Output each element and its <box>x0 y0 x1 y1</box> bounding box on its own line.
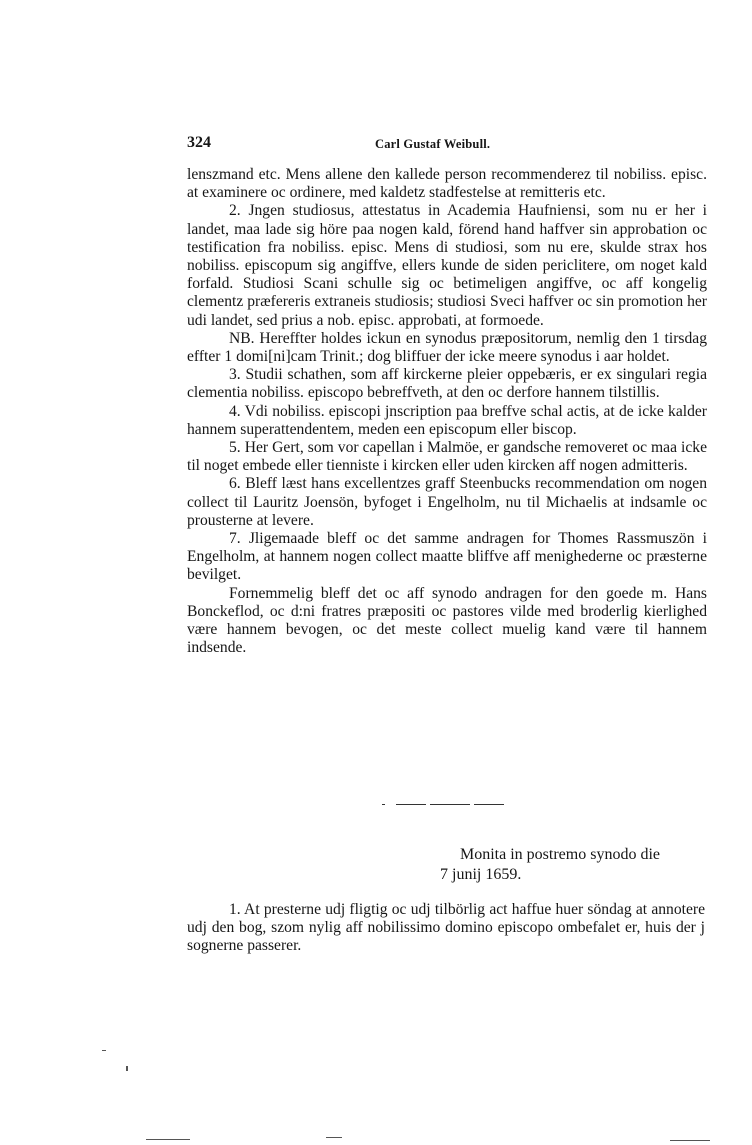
paragraph: 6. Bleff læst hans excellentzes graff Steenbucks recommendation om nogen collect til Lauritz Joensön, byfoget i Engelholm, nu til Michaelis at indsamle oc prousterne at levere. <box>187 475 707 529</box>
section-heading-line: Monita in postremo synodo die <box>460 846 660 863</box>
paragraph: Fornemmelig bleff det oc aff synodo andragen for den goede m. Hans Bonckeflod, oc d:ni fratres præpositi oc pastores vilde med broderlig kierlighed være hannem bevogen, oc det meste collect muelig kand være til hannem indsende. <box>187 584 707 657</box>
paragraph: 3. Studii schathen, som aff kirckerne pleier oppebæris, er ex singulari regia clementia nobiliss. episcopo bebreffveth, at den oc derfore hannem tilstillis. <box>187 366 707 402</box>
paragraph: 4. Vdi nobiliss. episcopi jnscription paa breffve schal actis, at de icke kalder hannem superattendentem, meden een episcopum eller biscop. <box>187 402 707 438</box>
paragraph: 5. Her Gert, som vor capellan i Malmöe, er gandsche removeret oc maa icke til noget embede eller tienniste i kircken eller uden kircken aff nogen admitteris. <box>187 439 707 475</box>
scan-speck <box>670 1140 710 1141</box>
paragraph: 2. Jngen studiosus, attestatus in Academia Haufniensi, som nu er her i landet, maa lade sig höre paa nogen kald, förend hand haffver sin approbation oc testification fra nobiliss. episc. Mens di studiosi, som nu ere, skulde strax hos nobiliss. episcopum sig angiffve, ellers kunde de siden periclitere, om noget kald forfald. Studiosi Scani schulle sig oc betimeligen angiffve, oc aff kongelig clementz præfereris extraneis studiosis; studiosi Sveci haffver oc sin promotion her udi landet, sed prius a nob. episc. approbati, at formoede. <box>187 202 707 329</box>
paragraph: NB. Hereffter holdes ickun en synodus præpositorum, nemlig den 1 tirsdag effter 1 domi[ni]cam Trinit.; dog bliffuer der icke meere synodus i aar holdet. <box>187 329 707 366</box>
scan-speck <box>146 1139 190 1140</box>
page-number: 324 <box>187 134 211 151</box>
running-title: Carl Gustaf Weibull. <box>375 137 491 151</box>
scan-speck <box>102 1050 106 1051</box>
section-heading <box>440 845 710 885</box>
scan-speck <box>326 1137 342 1138</box>
scan-speck <box>126 1066 128 1071</box>
paragraph: lenszmand etc. Mens allene den kallede person recommenderez til nobiliss. episc. at examinere oc ordinere, med kaldetz stadfestelse at remitteris etc. <box>187 166 707 202</box>
section-heading-line: 7 junij 1659. <box>440 866 522 883</box>
section-separator <box>382 803 504 807</box>
paragraph: 7. Jligemaade bleff oc det samme andragen for Thomes Rassmuszön i Engelholm, at hannem nogen collect maatte bliffve aff menighederne oc præsterne bevilget. <box>187 530 707 584</box>
paragraph: 1. At presterne udj fligtig oc udj tilbörlig act haffue huer söndag at annotere udj den bog, szom nylig aff nobilissimo domino episcopo ombefalet er, huis der j sognerne passerer. <box>187 901 705 955</box>
page-header <box>187 134 707 156</box>
main-text <box>187 166 707 657</box>
section-text <box>187 901 705 956</box>
